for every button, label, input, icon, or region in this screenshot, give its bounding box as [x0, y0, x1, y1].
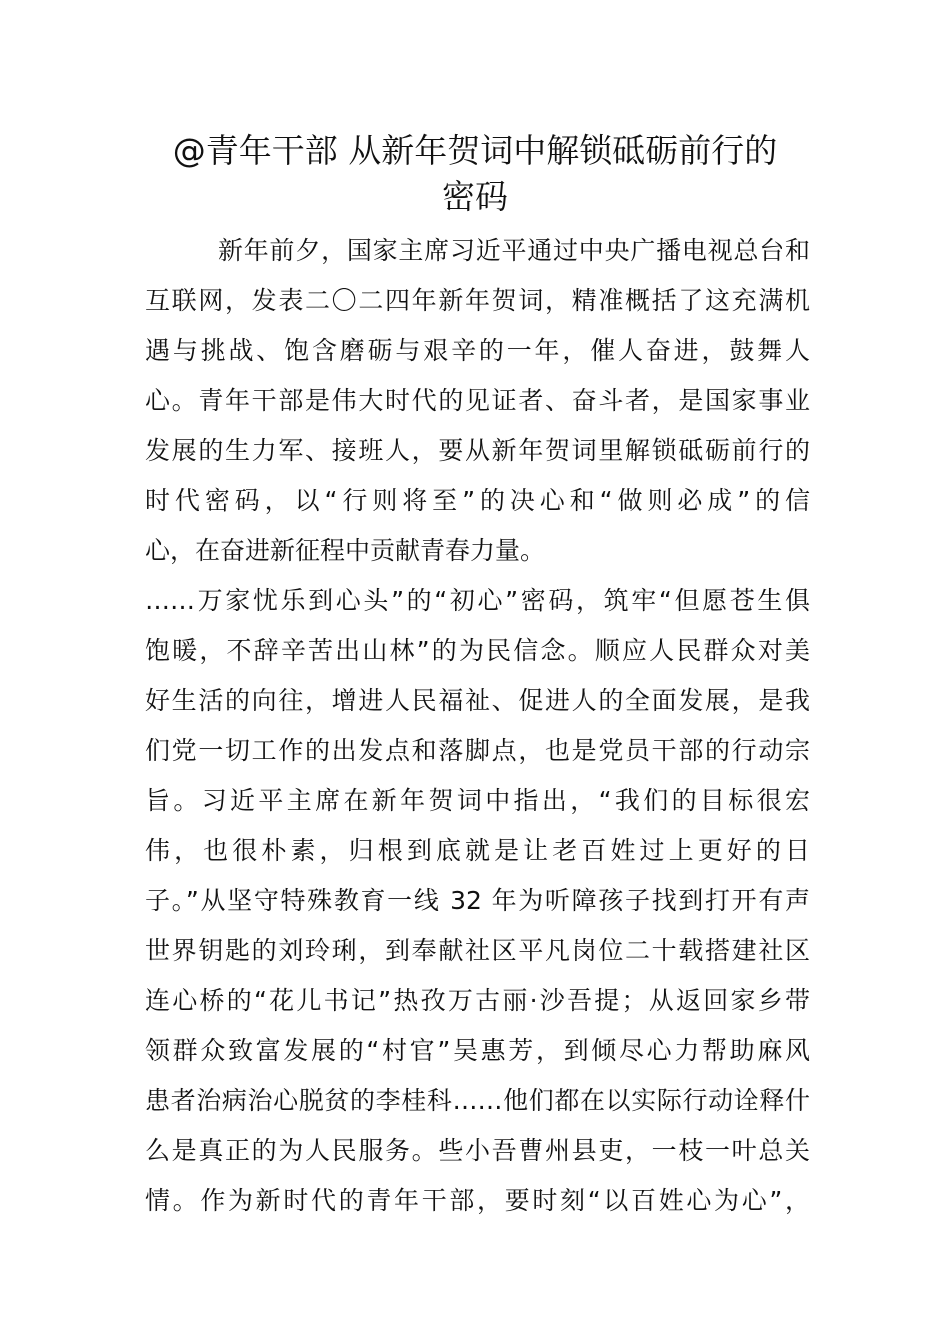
- text-line: 伟，也很朴素，归根到底就是让老百姓过上更好的日: [145, 836, 810, 865]
- text-line: 饱暖，不辞辛苦出山林”的为民信念。顺应人民群众对美: [145, 636, 810, 665]
- text-line: 互联网，发表二〇二四年新年贺词，精准概括了这充满机: [145, 286, 810, 315]
- text-line: 旨。习近平主席在新年贺词中指出，“我们的目标很宏: [145, 786, 810, 815]
- text-line: 心，在奋进新征程中贡献青春力量。: [145, 536, 546, 565]
- paragraph-intro: [145, 226, 810, 576]
- text-line: 连心桥的“花儿书记”热孜万古丽·沙吾提；从返回家乡带: [145, 986, 810, 1015]
- text-line: 领群众致富发展的“村官”吴惠芳，到倾尽心力帮助麻风: [145, 1036, 810, 1065]
- document-title: [140, 128, 810, 220]
- text-line: 时代密码，以“行则将至”的决心和“做则必成”的信: [145, 486, 810, 515]
- title-line: 密码: [442, 177, 508, 216]
- text-line: 子。”从坚守特殊教育一线 32 年为听障孩子找到打开有声: [145, 886, 810, 915]
- text-line: 好生活的向往，增进人民福祉、促进人的全面发展，是我: [145, 686, 810, 715]
- text-line: 么是真正的为人民服务。些小吾曹州县吏，一枝一叶总关: [145, 1136, 810, 1165]
- text-line: 们党一切工作的出发点和落脚点，也是党员干部的行动宗: [145, 736, 810, 765]
- paragraph-main: [145, 576, 810, 1226]
- text-line: 患者治病治心脱贫的李桂科……他们都在以实际行动诠释什: [145, 1086, 810, 1115]
- text-line: 世界钥匙的刘玲琍，到奉献社区平凡岗位二十载搭建社区: [145, 936, 810, 965]
- text-line: 心。青年干部是伟大时代的见证者、奋斗者，是国家事业: [145, 386, 810, 415]
- text-line: 新年前夕，国家主席习近平通过中央广播电视总台和: [218, 236, 810, 265]
- document-body: [145, 226, 810, 1226]
- text-line: ……万家忧乐到心头”的“初心”密码，筑牢“但愿苍生俱: [145, 586, 810, 615]
- text-line: 情。作为新时代的青年干部，要时刻“以百姓心为心”，: [145, 1186, 810, 1215]
- text-line: 遇与挑战、饱含磨砺与艰辛的一年，催人奋进，鼓舞人: [145, 336, 810, 365]
- title-line: @青年干部 从新年贺词中解锁砥砺前行的: [172, 131, 778, 170]
- text-line: 发展的生力军、接班人，要从新年贺词里解锁砥砺前行的: [145, 436, 810, 465]
